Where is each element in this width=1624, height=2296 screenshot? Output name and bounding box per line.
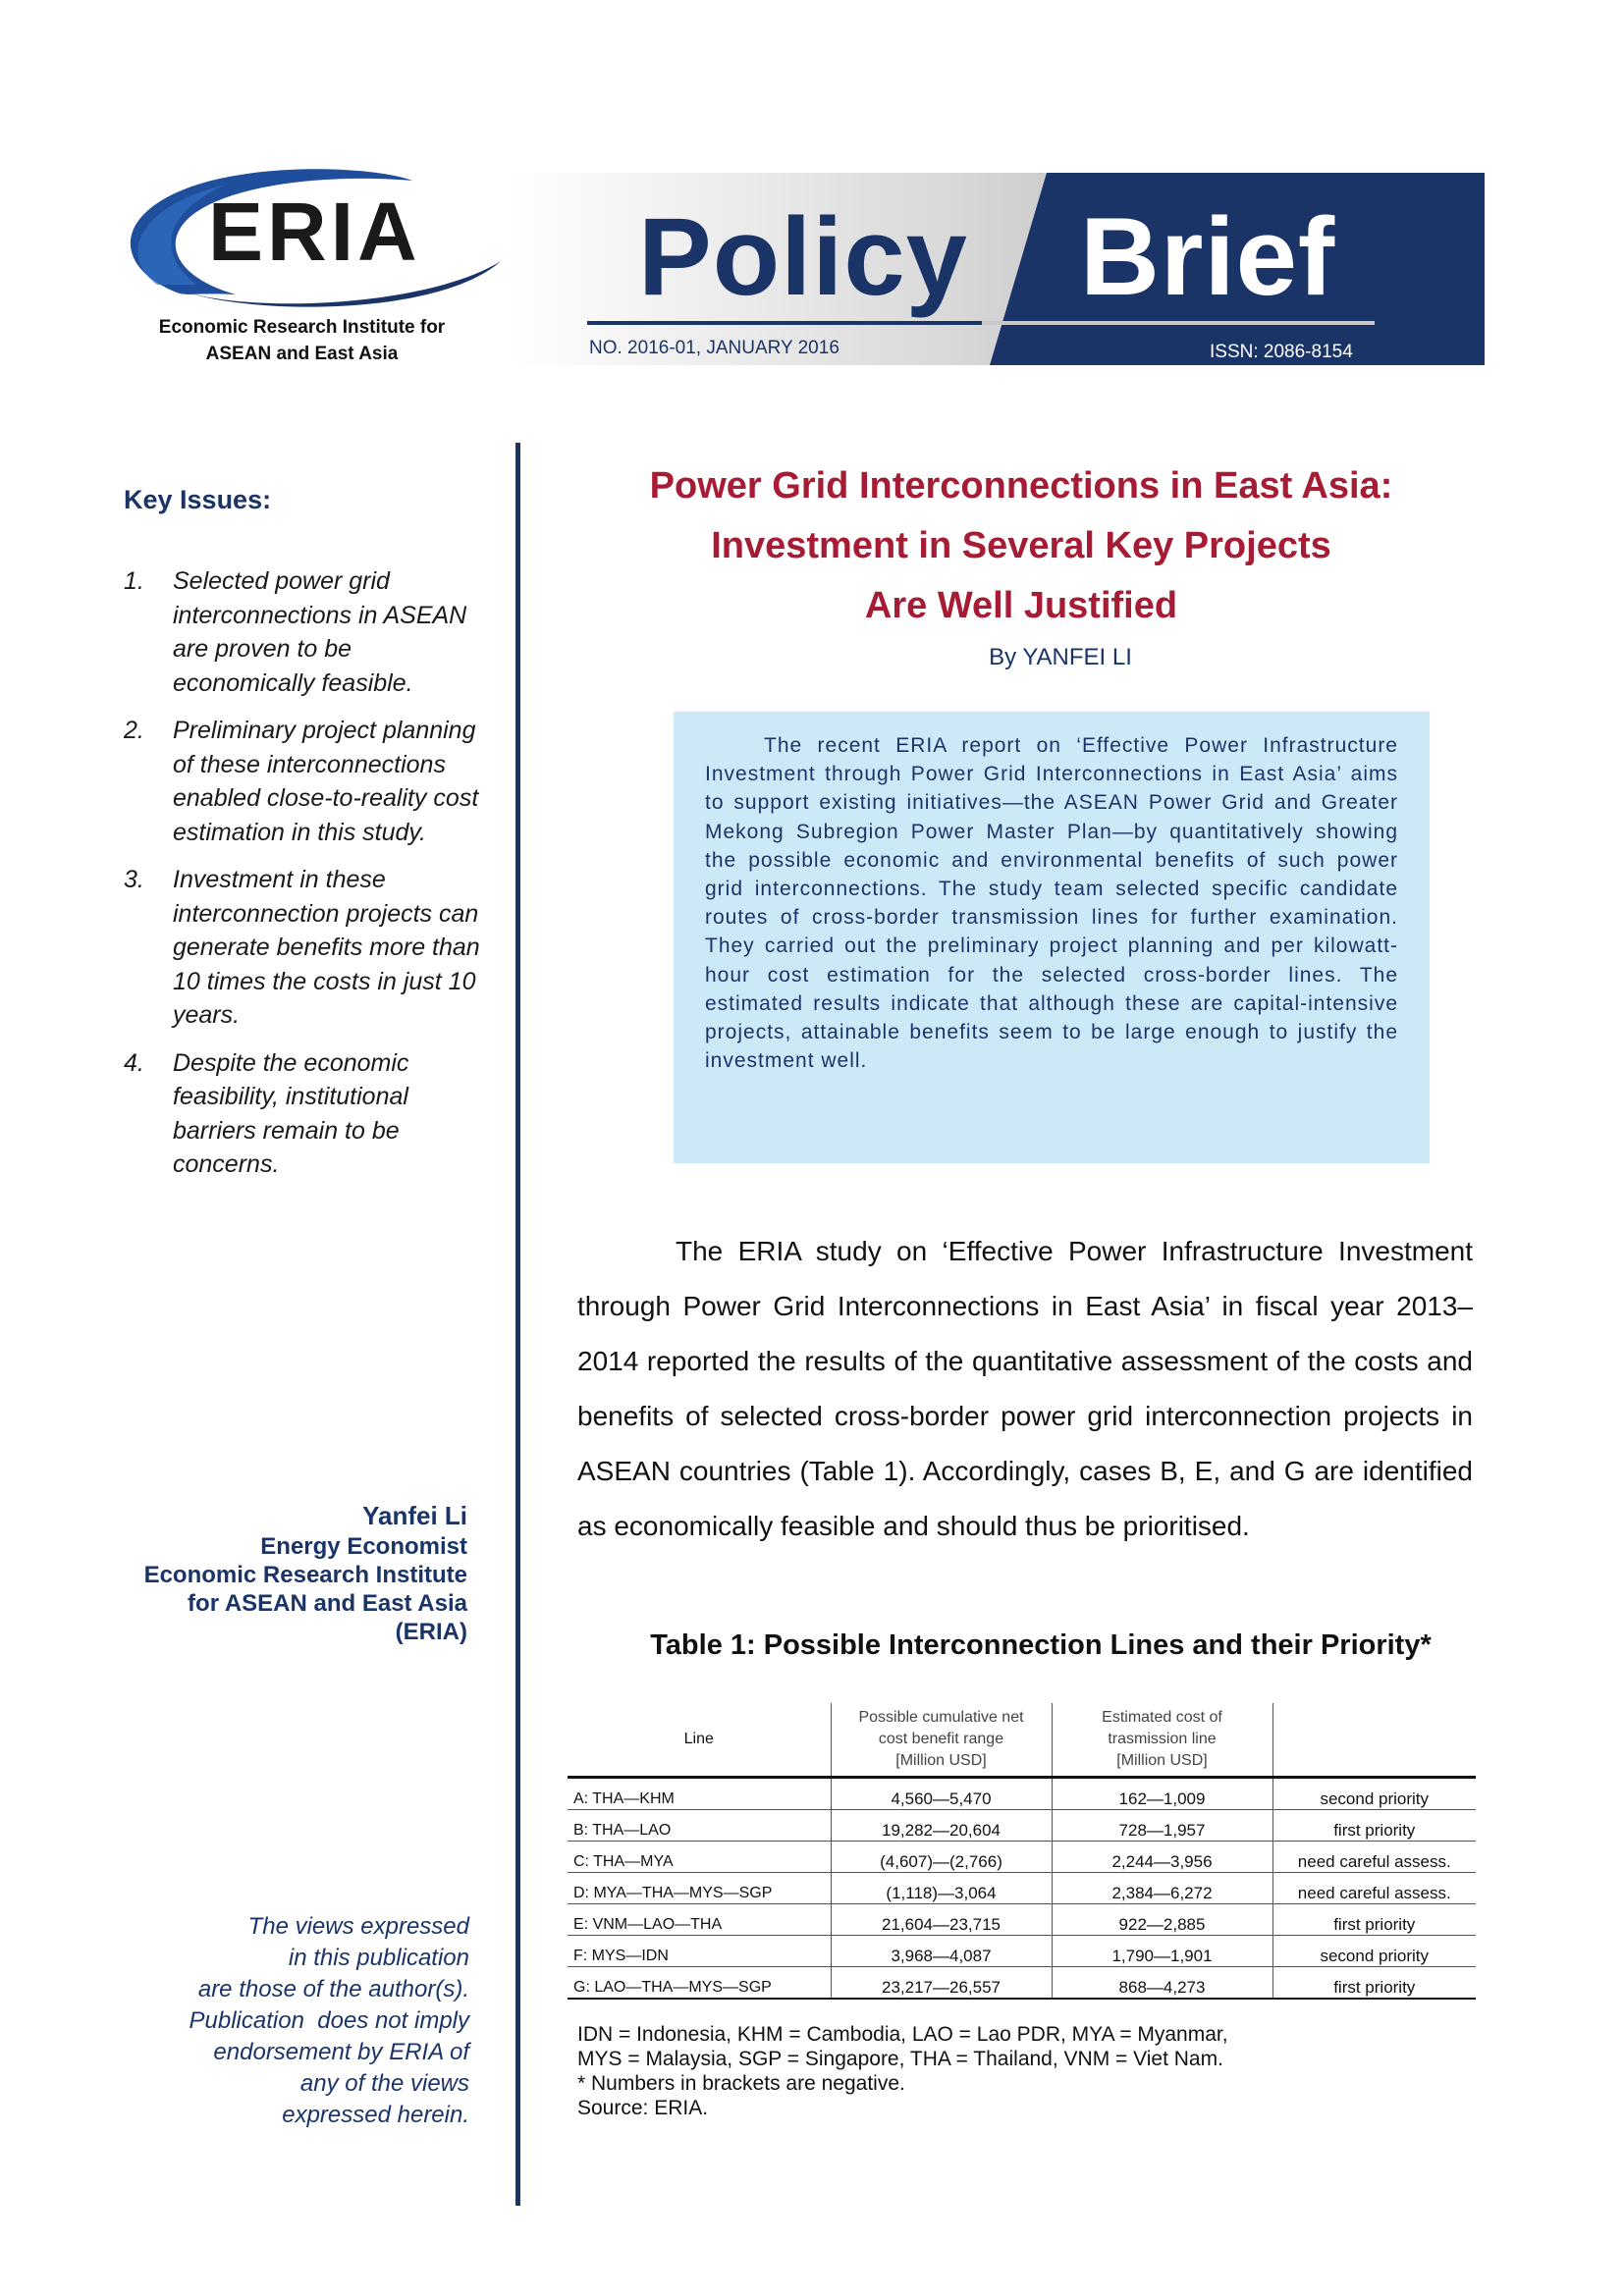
cell-priority: first priority <box>1272 1904 1476 1936</box>
disclaimer-line: in this publication <box>288 1945 469 1971</box>
key-issues-list <box>124 564 487 1196</box>
cell-line: G: LAO—THA—MYS—SGP <box>568 1967 831 2000</box>
disclaimer-line: Publication does not imply <box>189 2007 469 2034</box>
key-issue-number: 3. <box>124 866 144 893</box>
table-note: IDN = Indonesia, KHM = Cambodia, LAO = Lao PDR, MYA = Myanmar, <box>577 2023 1228 2046</box>
table-row <box>568 1904 1476 1936</box>
disclaimer-line: endorsement by ERIA of <box>213 2039 469 2065</box>
author-info <box>118 1502 467 1646</box>
banner-brief-word: Brief <box>1080 195 1336 318</box>
key-issue-item <box>124 714 487 849</box>
table-title: Table 1: Possible Interconnection Lines and their Priority* <box>650 1629 1432 1661</box>
eria-logo <box>118 167 506 373</box>
header-line: Line <box>568 1703 831 1778</box>
cell-priority: first priority <box>1272 1810 1476 1842</box>
cell-priority: need careful assess. <box>1272 1842 1476 1873</box>
issn: ISSN: 2086-8154 <box>1210 342 1353 362</box>
banner-policy-word: Policy <box>638 195 968 318</box>
cell-benefit: 21,604—23,715 <box>831 1904 1052 1936</box>
cell-benefit: 19,282—20,604 <box>831 1810 1052 1842</box>
title-line-1: Power Grid Interconnections in East Asia: <box>649 465 1393 507</box>
table-row <box>568 1873 1476 1904</box>
header-cost-line-2: trasmission line <box>1108 1731 1217 1747</box>
logo-wordmark: ERIA <box>208 186 421 278</box>
cell-line: A: THA—KHM <box>568 1778 831 1810</box>
key-issue-number: 4. <box>124 1048 144 1077</box>
disclaimer-line: expressed herein. <box>282 2102 469 2128</box>
title-line-3: Are Well Justified <box>864 585 1178 626</box>
header-benefit <box>831 1703 1052 1778</box>
header-cost-line-3: [Million USD] <box>1116 1752 1208 1769</box>
table-notes <box>577 2022 1461 2120</box>
key-issue-text: Selected power grid interconnections in ASEAN are proven to be economically feasible. <box>173 567 467 697</box>
article-title <box>550 456 1492 636</box>
byline: By YANFEI LI <box>989 644 1132 670</box>
author-role: Energy Economist <box>260 1533 467 1560</box>
author-org-line-3: (ERIA) <box>395 1619 467 1645</box>
header-benefit-line-1: Possible cumulative net <box>858 1709 1024 1726</box>
author-org-line-2: for ASEAN and East Asia <box>188 1590 467 1617</box>
institute-line-2: ASEAN and East Asia <box>205 344 399 364</box>
cell-benefit: 4,560—5,470 <box>831 1778 1052 1810</box>
header-priority <box>1272 1703 1476 1778</box>
key-issue-number: 2. <box>124 717 144 744</box>
cell-line: C: THA—MYA <box>568 1842 831 1873</box>
table-note: MYS = Malaysia, SGP = Singapore, THA = Thailand, VNM = Viet Nam. <box>577 2048 1223 2070</box>
key-issue-item <box>124 564 487 700</box>
cell-line: E: VNM—LAO—THA <box>568 1904 831 1936</box>
cell-priority: second priority <box>1272 1778 1476 1810</box>
cell-cost: 2,384—6,272 <box>1052 1873 1272 1904</box>
author-name: Yanfei Li <box>362 1501 467 1530</box>
cell-cost: 728—1,957 <box>1052 1810 1272 1842</box>
key-issues-heading: Key Issues: <box>124 485 272 514</box>
cell-priority: second priority <box>1272 1936 1476 1967</box>
header-benefit-line-2: cost benefit range <box>878 1731 1004 1747</box>
header-benefit-line-3: [Million USD] <box>895 1752 987 1769</box>
cell-benefit: 3,968—4,087 <box>831 1936 1052 1967</box>
cell-line: F: MYS—IDN <box>568 1936 831 1967</box>
cell-cost: 1,790—1,901 <box>1052 1936 1272 1967</box>
author-org-line-1: Economic Research Institute <box>143 1562 467 1588</box>
cell-line: B: THA—LAO <box>568 1810 831 1842</box>
cell-priority: first priority <box>1272 1967 1476 2000</box>
key-issue-text: Despite the economic feasibility, institutional barriers remain to be concerns. <box>173 1048 409 1178</box>
table-row <box>568 1842 1476 1873</box>
cell-cost: 2,244—3,956 <box>1052 1842 1272 1873</box>
title-line-2: Investment in Several Key Projects <box>711 525 1331 566</box>
disclaimer-line: are those of the author(s). <box>197 1976 469 2002</box>
abstract-box: The recent ERIA report on ‘Effective Power Infrastructure Investment through Power Grid Interconnections in East Asia’ aims to support existing initiatives—the ASEAN Power Grid and Greater Mekong Subregion Power Master Plan—by quantitatively showing the possible economic and environmental benefits of such power grid interconnections. The study team selected specific candidate routes of cross-border transmission lines for further examination. They carried out the preliminary project planning and per kilowatt-hour cost estimation for the selected cross-border lines. The estimated results indicate that although these are capital-intensive projects, attainable benefits seem to be large enough to justify the investment well. <box>674 712 1430 1163</box>
header-cost <box>1052 1703 1272 1778</box>
institute-line-1: Economic Research Institute for <box>158 317 446 338</box>
key-issue-text: Preliminary project planning of these interconnections enabled close-to-reality cost estimation in this study. <box>173 717 479 846</box>
table-row <box>568 1967 1476 2000</box>
header-cost-line-1: Estimated cost of <box>1102 1709 1222 1726</box>
key-issue-text: Investment in these interconnection projects can generate benefits more than 10 times the costs in just 10 years. <box>173 866 480 1029</box>
column-divider <box>515 443 520 2206</box>
table-row <box>568 1936 1476 1967</box>
table-note: Source: ERIA. <box>577 2097 709 2119</box>
issue-number: NO. 2016-01, JANUARY 2016 <box>589 338 839 358</box>
cell-cost: 922—2,885 <box>1052 1904 1272 1936</box>
disclaimer-line: The views expressed <box>247 1913 469 1940</box>
key-issue-number: 1. <box>124 567 144 595</box>
cell-cost: 868—4,273 <box>1052 1967 1272 2000</box>
cell-priority: need careful assess. <box>1272 1873 1476 1904</box>
cell-benefit: (1,118)—3,064 <box>831 1873 1052 1904</box>
body-paragraph: The ERIA study on ‘Effective Power Infrastructure Investment through Power Grid Interconnections in East Asia’ in fiscal year 2013–2014 reported the results of the quantitative assessment of the costs and benefits of selected cross-border power grid interconnection projects in ASEAN countries (Table 1). Accordingly, cases B, E, and G are identified as economically feasible and should thus be prioritised. <box>577 1236 1473 1541</box>
cell-cost: 162—1,009 <box>1052 1778 1272 1810</box>
key-issue-item <box>124 863 487 1033</box>
interconnection-table <box>568 1703 1476 2000</box>
cell-benefit: 23,217—26,557 <box>831 1967 1052 2000</box>
disclaimer-line: any of the views <box>299 2070 469 2097</box>
institute-name <box>118 314 486 367</box>
table-header-row <box>568 1703 1476 1778</box>
banner-rule-light <box>982 321 1375 325</box>
disclaimer <box>118 1911 469 2131</box>
table-row <box>568 1778 1476 1810</box>
key-issue-item <box>124 1046 487 1182</box>
table-row <box>568 1810 1476 1842</box>
table-note: * Numbers in brackets are negative. <box>577 2072 905 2095</box>
cell-benefit: (4,607)—(2,766) <box>831 1842 1052 1873</box>
cell-line: D: MYA—THA—MYS—SGP <box>568 1873 831 1904</box>
